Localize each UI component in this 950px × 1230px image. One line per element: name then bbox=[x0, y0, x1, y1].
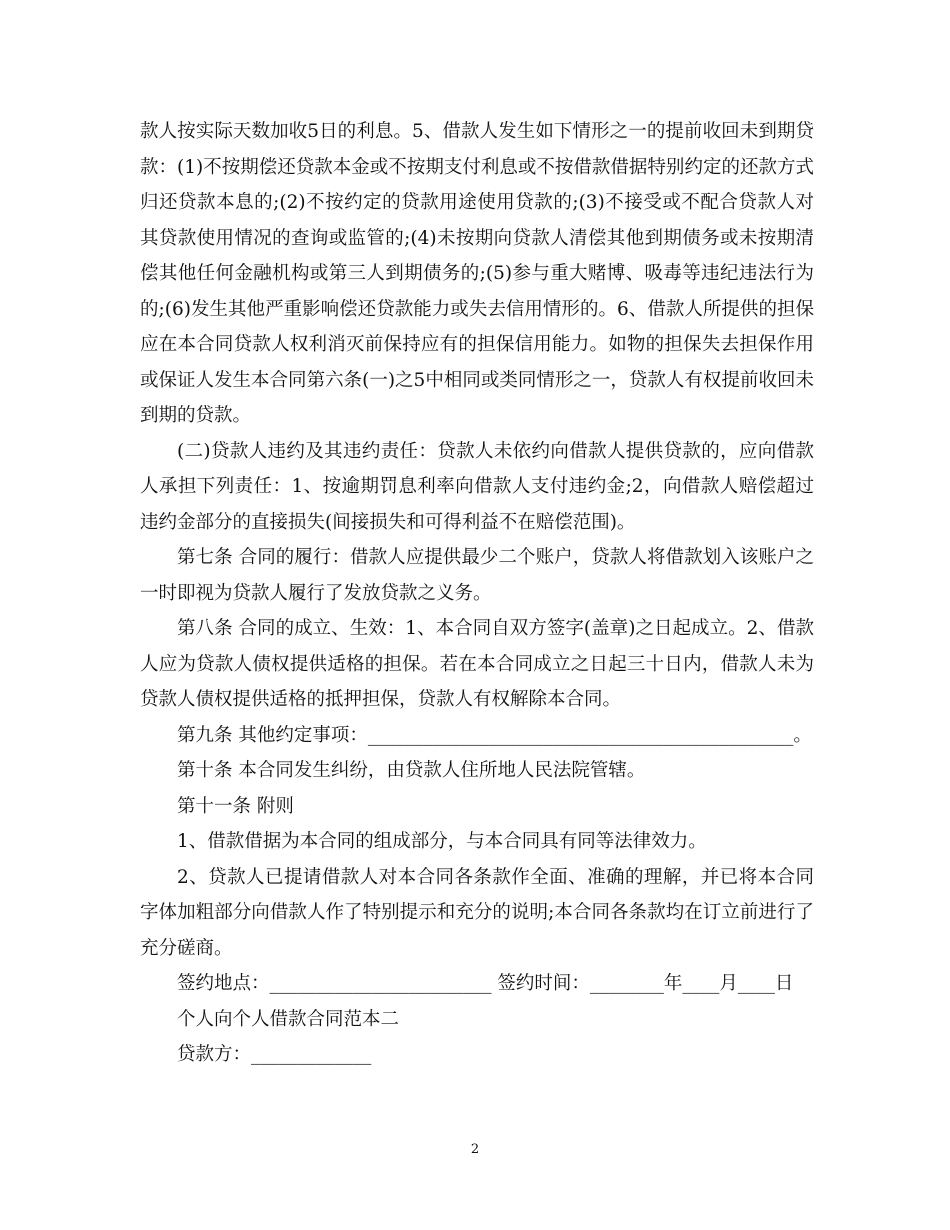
paragraph-appendix-2: 2、贷款人已提请借款人对本合同各条款作全面、准确的理解，并已将本合同字体加粗部分向借款人作了特别提示和充分的说明;本合同各条款均在订立前进行了充分磋商。 bbox=[140, 866, 814, 959]
paragraph-lender-field: 贷款方：_____________ bbox=[177, 1044, 372, 1065]
document-body bbox=[140, 114, 814, 1073]
paragraph-signing-place-time: 签约地点：________________________ 签约时间：________年____月____日 bbox=[177, 973, 794, 994]
paragraph-article-8: 第八条 合同的成立、生效：1、本合同自双方签字(盖章)之日起成立。2、借款人应为贷款人债权提供适格的担保。若在本合同成立之日起三十日内，借款人未为贷款人债权提供适格的抵押担保，贷款人有权解除本合同。 bbox=[140, 618, 814, 710]
paragraph-appendix-1: 1、借款借据为本合同的组成部分，与本合同具有同等法律效力。 bbox=[177, 831, 707, 852]
page-number: 2 bbox=[470, 1142, 480, 1157]
paragraph-template-2-title: 个人向个人借款合同范本二 bbox=[177, 1008, 400, 1030]
paragraph-article-11-heading: 第十一条 附则 bbox=[177, 795, 294, 817]
paragraph-article-9: 第九条 其他约定事项：______________________________________________。 bbox=[177, 724, 812, 746]
paragraph-lender-breach: (二)贷款人违约及其违约责任：贷款人未依约向借款人提供贷款的，应向借款人承担下列责任：1、按逾期罚息利率向借款人支付违约金;2，向借款人赔偿超过违约金部分的直接损失(间接损失和可得利益不在赔偿范围)。 bbox=[140, 440, 814, 533]
paragraph-article-7: 第七条 合同的履行：借款人应提供最少二个账户，贷款人将借款划入该账户之一时即视为贷款人履行了发放贷款之义务。 bbox=[140, 547, 814, 604]
paragraph-article-10: 第十条 本合同发生纠纷，由贷款人住所地人民法院管辖。 bbox=[177, 760, 646, 781]
paragraph-loan-early-recovery: 款人按实际天数加收5日的利息。5、借款人发生如下情形之一的提前收回未到期贷款：(1)不按期偿还贷款本金或不按期支付利息或不按借款借据特别约定的还款方式归还贷款本息的;(2)不按约定的贷款用途使用贷款的;(3)不接受或不配合贷款人对其贷款使用情况的查询或监管的;(4)未按期向贷款人清偿其他到期债务或未按期清偿其他任何金融机构或第三人到期债务的;(5)参与重大赌博、吸毒等违纪违法行为的;(6)发生其他严重影响偿还贷款能力或失去信用情形的。6、借款人所提供的担保应在本合同贷款人权利消灭前保持应有的担保信用能力。如物的担保失去担保作用或保证人发生本合同第六条(一)之5中相同或类同情形之一，贷款人有权提前收回未到期的贷款。 bbox=[140, 121, 814, 426]
